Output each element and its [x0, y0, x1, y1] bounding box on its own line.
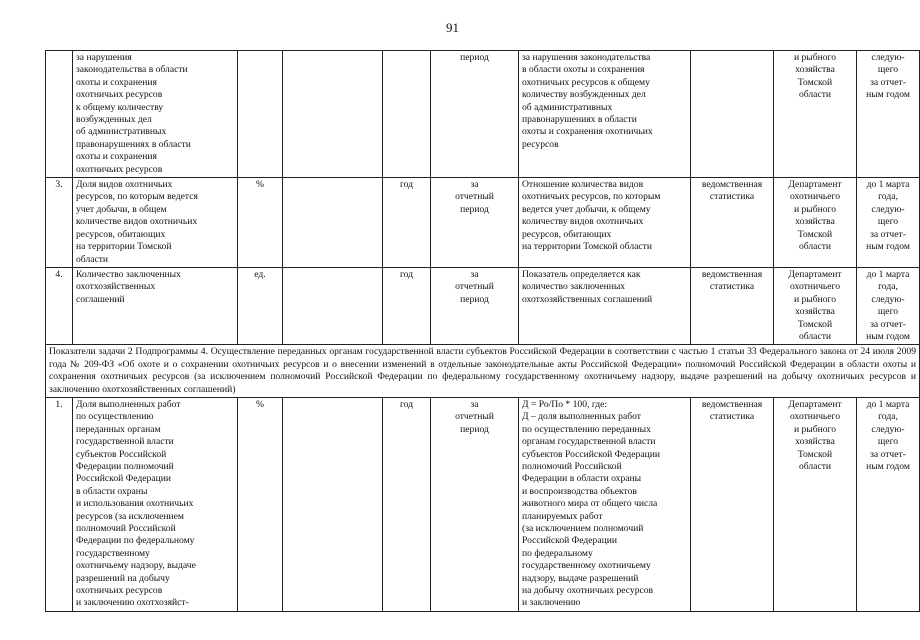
source-cell: ведомственная статистика — [691, 267, 774, 344]
indicator-name: Доля выполненных работ по осуществлению переданных органам государственной власти субъектов Российской Федерации полномочий Российской Федерации в области охраны и использования охотничьих ресурсов (за исключением полномочий Российской Федерации по федеральному государственному охотничьему надзору, выдаче разрешений на добычу охотничьих ресурсов и заключению охотхозяйст- — [73, 397, 238, 611]
deadline-cell: до 1 марта года, следую- щего за отчет- ным годом — [857, 397, 920, 611]
time-cell: за отчетный период — [431, 267, 519, 344]
table-row — [46, 51, 920, 178]
time-cell: период — [431, 51, 519, 178]
deadline-cell: следую- щего за отчет- ным годом — [857, 51, 920, 178]
unit-cell: % — [238, 178, 283, 268]
periodicity-cell — [383, 51, 431, 178]
unit-cell — [238, 51, 283, 178]
empty-cell — [283, 267, 383, 344]
responsible-cell: и рыбного хозяйства Томской области — [774, 51, 857, 178]
periodicity-cell: год — [383, 178, 431, 268]
method-cell: Д = Ро/По * 100, где: Д – доля выполненных работ по осуществлению переданных органам государственной власти субъектов Российской Федерации полномочий Российской Федерации в области охраны и воспроизводства объектов животного мира от общего числа планируемых работ (за исключением полномочий Российской Федерации по федеральному государственному охотничьему надзору, выдаче разрешений на добычу охотничьих ресурсов и заключению — [519, 397, 691, 611]
unit-cell: % — [238, 397, 283, 611]
method-cell: Отношение количества видов охотничьих ресурсов, по которым ведется учет добычи, к общему количеству видов охотничьих ресурсов, обитающих на территории Томской области — [519, 178, 691, 268]
table-row — [46, 397, 920, 611]
empty-cell — [283, 51, 383, 178]
indicator-name: за нарушения законодательства в области охоты и сохранения охотничьих ресурсов к общему количеству возбужденных дел об административных правонарушениях в области охоты и сохранения охотничьих ресурсов — [73, 51, 238, 178]
table-row — [46, 178, 920, 268]
periodicity-cell: год — [383, 397, 431, 611]
row-number: 3. — [46, 178, 73, 268]
section-heading-row — [46, 345, 920, 398]
responsible-cell: Департамент охотничьего и рыбного хозяйства Томской области — [774, 267, 857, 344]
deadline-cell: до 1 марта года, следую- щего за отчет- ным годом — [857, 178, 920, 268]
source-cell — [691, 51, 774, 178]
responsible-cell: Департамент охотничьего и рыбного хозяйства Томской области — [774, 178, 857, 268]
section-heading: Показатели задачи 2 Подпрограммы 4. Осуществление переданных органам государственной власти субъектов Российской Федерации в соответствии с частью 1 статьи 33 Федерального закона от 24 июля 2009 года № 209-ФЗ «Об охоте и о сохранении охотничьих ресурсов и о внесении изменений в отдельные законодательные акты Российской Федерации» полномочий Российской Федерации в области охоты и сохранения охотничьих ресурсов (за исключением полномочий Российской Федерации по федеральному государственному охотничьему надзору, выдаче разрешений на добычу охотничьих ресурсов и заключению охотхозяйственных соглашений) — [46, 345, 920, 398]
page-number: 91 — [446, 20, 459, 35]
source-cell: ведомственная статистика — [691, 178, 774, 268]
method-cell: за нарушения законодательства в области охоты и сохранения охотничьих ресурсов к общему количеству возбужденных дел об административных правонарушениях в области охоты и сохранения охотничьих ресурсов — [519, 51, 691, 178]
responsible-cell: Департамент охотничьего и рыбного хозяйства Томской области — [774, 397, 857, 611]
indicators-table — [45, 50, 920, 612]
empty-cell — [283, 178, 383, 268]
deadline-cell: до 1 марта года, следую- щего за отчет- ным годом — [857, 267, 920, 344]
indicator-name: Доля видов охотничьих ресурсов, по которым ведется учет добычи, в общем количестве видов охотничьих ресурсов, обитающих на территории Томской области — [73, 178, 238, 268]
periodicity-cell: год — [383, 267, 431, 344]
method-cell: Показатель определяется как количество заключенных охотхозяйственных соглашений — [519, 267, 691, 344]
row-number — [46, 51, 73, 178]
indicator-name: Количество заключенных охотхозяйственных соглашений — [73, 267, 238, 344]
time-cell: за отчетный период — [431, 178, 519, 268]
empty-cell — [283, 397, 383, 611]
table-row — [46, 267, 920, 344]
row-number: 1. — [46, 397, 73, 611]
row-number: 4. — [46, 267, 73, 344]
time-cell: за отчетный период — [431, 397, 519, 611]
unit-cell: ед. — [238, 267, 283, 344]
source-cell: ведомственная статистика — [691, 397, 774, 611]
